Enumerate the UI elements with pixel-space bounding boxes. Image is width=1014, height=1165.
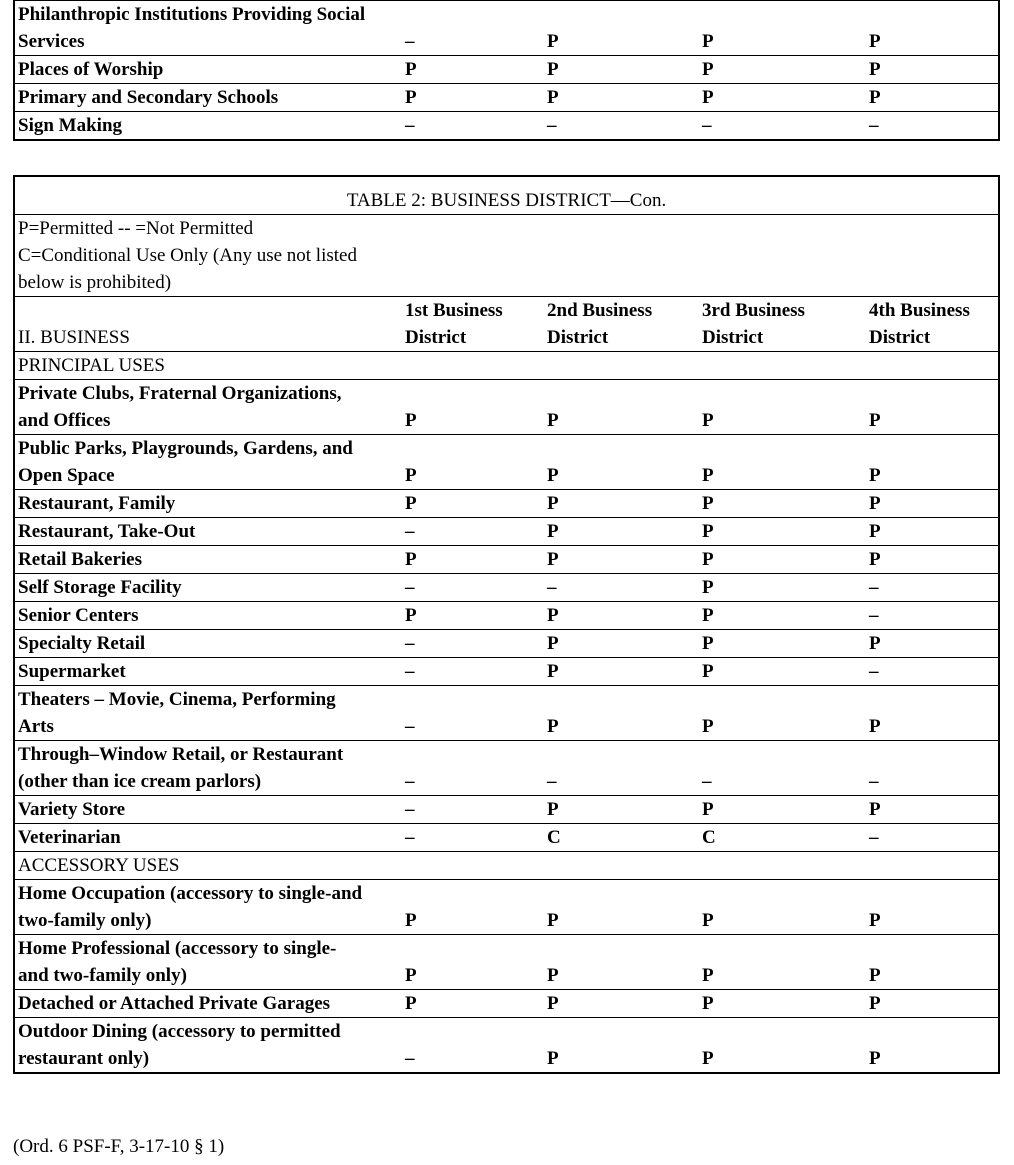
district-permission-3: P [699, 990, 866, 1018]
district-permission-2: P [544, 880, 699, 935]
use-label: Variety Store [14, 796, 402, 824]
district-permission-2: P [544, 546, 699, 574]
table-row [14, 84, 999, 112]
district-permission-1: P [402, 602, 544, 630]
district-permission-2: P [544, 796, 699, 824]
ordinance-citation: (Ord. 6 PSF-F, 3-17-10 § 1) [13, 1136, 225, 1157]
district-permission-2: P [544, 490, 699, 518]
district-permission-4: – [866, 824, 999, 852]
district-permission-1: – [402, 574, 544, 602]
district-permission-4: – [866, 574, 999, 602]
table-title: TABLE 2: BUSINESS DISTRICT—Con. [14, 176, 999, 215]
table-row [14, 1018, 999, 1074]
use-label: Sign Making [14, 112, 402, 141]
district-permission-3: P [699, 686, 866, 741]
district-permission-1: P [402, 84, 544, 112]
district-permission-4: P [866, 686, 999, 741]
district-permission-2: P [544, 56, 699, 84]
district-permission-1: P [402, 546, 544, 574]
use-label: Detached or Attached Private Garages [14, 990, 402, 1018]
district-permission-4: P [866, 796, 999, 824]
district-permission-1: P [402, 935, 544, 990]
district-permission-4: P [866, 546, 999, 574]
district-permission-3: – [699, 112, 866, 141]
use-label: Theaters – Movie, Cinema, Performing Arts [14, 686, 402, 741]
district-permission-2: P [544, 518, 699, 546]
district-permission-4: P [866, 490, 999, 518]
use-label: Retail Bakeries [14, 546, 402, 574]
column-header-4th-business-district: 4th Business District [866, 297, 999, 352]
district-permission-2: – [544, 574, 699, 602]
district-permission-3: P [699, 630, 866, 658]
district-permission-2: P [544, 630, 699, 658]
district-permission-3: P [699, 796, 866, 824]
use-label: Restaurant, Family [14, 490, 402, 518]
use-label: Public Parks, Playgrounds, Gardens, and Open Space [14, 435, 402, 490]
district-permission-1: – [402, 1, 544, 56]
district-permission-3: P [699, 518, 866, 546]
district-permission-1: – [402, 1018, 544, 1074]
district-permission-2: C [544, 824, 699, 852]
district-permission-1: P [402, 880, 544, 935]
table-row [14, 518, 999, 546]
use-label: Restaurant, Take-Out [14, 518, 402, 546]
table-row [14, 686, 999, 741]
district-permission-2: P [544, 686, 699, 741]
district-permission-1: – [402, 518, 544, 546]
district-permission-1: – [402, 796, 544, 824]
table-row [14, 602, 999, 630]
table-row [14, 990, 999, 1018]
district-permission-4: P [866, 518, 999, 546]
column-header-3rd-business-district: 3rd Business District [699, 297, 866, 352]
district-permission-3: P [699, 602, 866, 630]
use-label: Places of Worship [14, 56, 402, 84]
column-header-row [14, 297, 999, 352]
district-permission-1: – [402, 741, 544, 796]
district-permission-3: P [699, 935, 866, 990]
table-row [14, 112, 999, 141]
district-permission-1: – [402, 630, 544, 658]
district-permission-2: P [544, 435, 699, 490]
district-permission-4: P [866, 380, 999, 435]
use-label: Home Occupation (accessory to single-and two-family only) [14, 880, 402, 935]
district-permission-4: P [866, 935, 999, 990]
district-permission-4: – [866, 602, 999, 630]
table-row [14, 490, 999, 518]
zoning-table-continued-top [13, 0, 1000, 141]
district-permission-1: – [402, 112, 544, 141]
use-label: Through–Window Retail, or Restaurant (other than ice cream parlors) [14, 741, 402, 796]
use-label: Outdoor Dining (accessory to permitted restaurant only) [14, 1018, 402, 1074]
table-row [14, 56, 999, 84]
district-permission-1: P [402, 380, 544, 435]
district-permission-2: P [544, 380, 699, 435]
use-label: Self Storage Facility [14, 574, 402, 602]
table-row [14, 630, 999, 658]
district-permission-3: – [699, 741, 866, 796]
district-permission-4: P [866, 435, 999, 490]
district-permission-3: P [699, 658, 866, 686]
district-permission-3: P [699, 84, 866, 112]
table-row [14, 546, 999, 574]
district-permission-4: P [866, 880, 999, 935]
column-header-1st-business-district: 1st Business District [402, 297, 544, 352]
table-row [14, 435, 999, 490]
district-permission-3: P [699, 1, 866, 56]
district-permission-2: P [544, 1, 699, 56]
table-row [14, 824, 999, 852]
district-permission-1: P [402, 56, 544, 84]
district-permission-2: P [544, 84, 699, 112]
use-label: Philanthropic Institutions Providing Social Services [14, 1, 402, 56]
district-permission-2: P [544, 658, 699, 686]
district-permission-1: P [402, 435, 544, 490]
district-permission-3: P [699, 435, 866, 490]
district-permission-3: C [699, 824, 866, 852]
table-row [14, 796, 999, 824]
accessory-uses-heading: ACCESSORY USES [14, 852, 999, 880]
district-permission-1: – [402, 686, 544, 741]
district-permission-4: – [866, 112, 999, 141]
table-row [14, 574, 999, 602]
principal-uses-heading-row [14, 352, 999, 380]
table-row [14, 658, 999, 686]
principal-uses-heading: PRINCIPAL USES [14, 352, 999, 380]
district-permission-3: P [699, 880, 866, 935]
district-permission-3: P [699, 546, 866, 574]
business-district-table [13, 175, 1000, 1074]
district-permission-3: P [699, 380, 866, 435]
district-permission-4: P [866, 84, 999, 112]
district-permission-1: P [402, 990, 544, 1018]
district-permission-2: P [544, 602, 699, 630]
district-permission-2: P [544, 1018, 699, 1074]
district-permission-1: – [402, 824, 544, 852]
section-label: II. BUSINESS [14, 297, 402, 352]
district-permission-3: P [699, 56, 866, 84]
district-permission-4: – [866, 658, 999, 686]
table-title-row [14, 176, 999, 215]
accessory-uses-heading-row [14, 852, 999, 880]
district-permission-2: – [544, 112, 699, 141]
table-row [14, 1, 999, 56]
district-permission-2: P [544, 990, 699, 1018]
table-row [14, 935, 999, 990]
use-label: Supermarket [14, 658, 402, 686]
column-header-2nd-business-district: 2nd Business District [544, 297, 699, 352]
district-permission-3: P [699, 574, 866, 602]
use-label: Home Professional (accessory to single- and two-family only) [14, 935, 402, 990]
use-label: Specialty Retail [14, 630, 402, 658]
table-row [14, 380, 999, 435]
district-permission-4: P [866, 990, 999, 1018]
table-row [14, 880, 999, 935]
use-label: Primary and Secondary Schools [14, 84, 402, 112]
district-permission-3: P [699, 490, 866, 518]
district-permission-4: P [866, 1018, 999, 1074]
table-row [14, 741, 999, 796]
district-permission-4: – [866, 741, 999, 796]
district-permission-4: P [866, 1, 999, 56]
district-permission-4: P [866, 56, 999, 84]
use-label: Private Clubs, Fraternal Organizations, and Offices [14, 380, 402, 435]
district-permission-2: P [544, 935, 699, 990]
district-permission-2: – [544, 741, 699, 796]
legend-row [14, 215, 999, 297]
district-permission-3: P [699, 1018, 866, 1074]
district-permission-1: P [402, 490, 544, 518]
district-permission-1: – [402, 658, 544, 686]
use-label: Senior Centers [14, 602, 402, 630]
use-label: Veterinarian [14, 824, 402, 852]
table-legend: P=Permitted -- =Not Permitted C=Conditional Use Only (Any use not listed below is prohibited) [14, 215, 999, 297]
district-permission-4: P [866, 630, 999, 658]
